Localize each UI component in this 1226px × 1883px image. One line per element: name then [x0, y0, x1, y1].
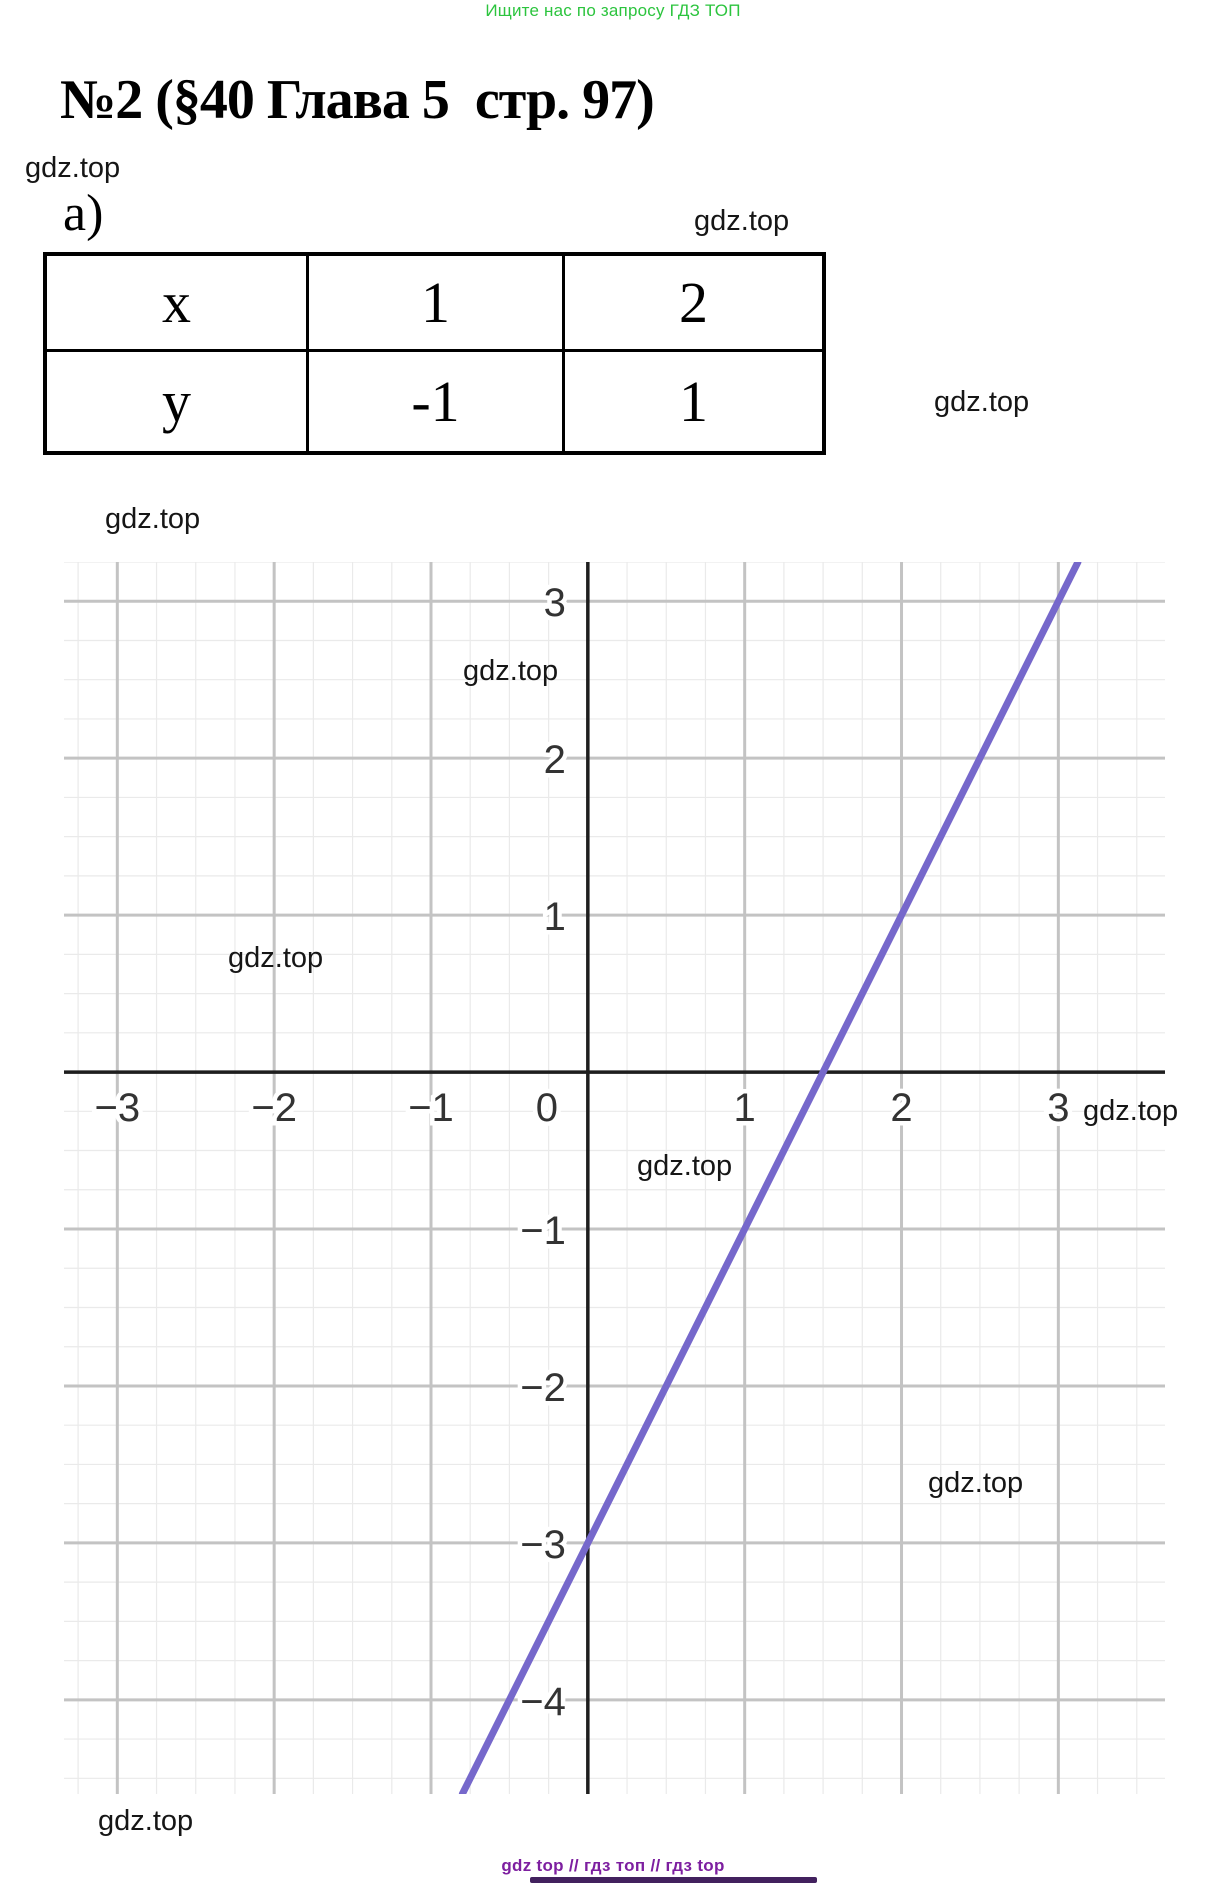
- gdz-watermark: gdz.top: [105, 503, 201, 535]
- y-tick--1: −1: [520, 1209, 566, 1254]
- gdz-watermark: gdz.top: [637, 1150, 733, 1182]
- y-tick-3: 3: [543, 581, 566, 626]
- table-cell-y-0: y: [47, 352, 309, 451]
- y-tick--2: −2: [520, 1365, 566, 1410]
- header-promo-text: Ищите нас по запросу ГДЗ ТОП: [485, 1, 741, 20]
- x-tick-3: 3: [1047, 1086, 1070, 1131]
- xy-value-table: [43, 252, 826, 455]
- x-tick--3: −3: [94, 1086, 141, 1131]
- page-title: №2 (§40 Глава 5 стр. 97): [60, 69, 654, 131]
- table-cell-x-0: x: [47, 256, 309, 352]
- y-tick-2: 2: [543, 738, 566, 783]
- gdz-watermark: gdz.top: [928, 1467, 1024, 1499]
- gdz-watermark: gdz.top: [934, 386, 1030, 418]
- linear-function-graph: [64, 562, 1165, 1794]
- x-tick-0: 0: [535, 1086, 558, 1131]
- grid-minor: [64, 562, 1165, 1794]
- x-tick-2: 2: [890, 1086, 913, 1131]
- gdz-watermark: gdz.top: [98, 1805, 194, 1837]
- axes: [64, 562, 1165, 1794]
- y-tick--3: −3: [520, 1522, 566, 1567]
- table-cell-x-1: 1: [309, 256, 565, 352]
- gdz-watermark: gdz.top: [1083, 1095, 1179, 1127]
- grid-major: [64, 562, 1165, 1794]
- table-cell-y-2: 1: [679, 369, 708, 434]
- gdz-watermark: gdz.top: [694, 205, 790, 237]
- cutoff-text-strip: [530, 1877, 817, 1883]
- table-cell-x-2: 2: [565, 256, 822, 352]
- gdz-watermark: gdz.top: [463, 655, 559, 687]
- gdz-watermark: gdz.top: [228, 942, 324, 974]
- x-tick-1: 1: [733, 1086, 756, 1131]
- y-tick--4: −4: [520, 1679, 566, 1724]
- table-cell-y-1: -1: [309, 352, 565, 451]
- footer-sites-text: gdz top // гдз топ // гдз top: [501, 1856, 725, 1875]
- gdz-watermark: gdz.top: [25, 152, 121, 184]
- part-a-label: а): [63, 185, 104, 242]
- x-tick--2: −2: [251, 1086, 297, 1131]
- x-tick--1: −1: [408, 1086, 454, 1131]
- y-tick-1: 1: [543, 895, 566, 940]
- chart-svg: [64, 562, 1165, 1794]
